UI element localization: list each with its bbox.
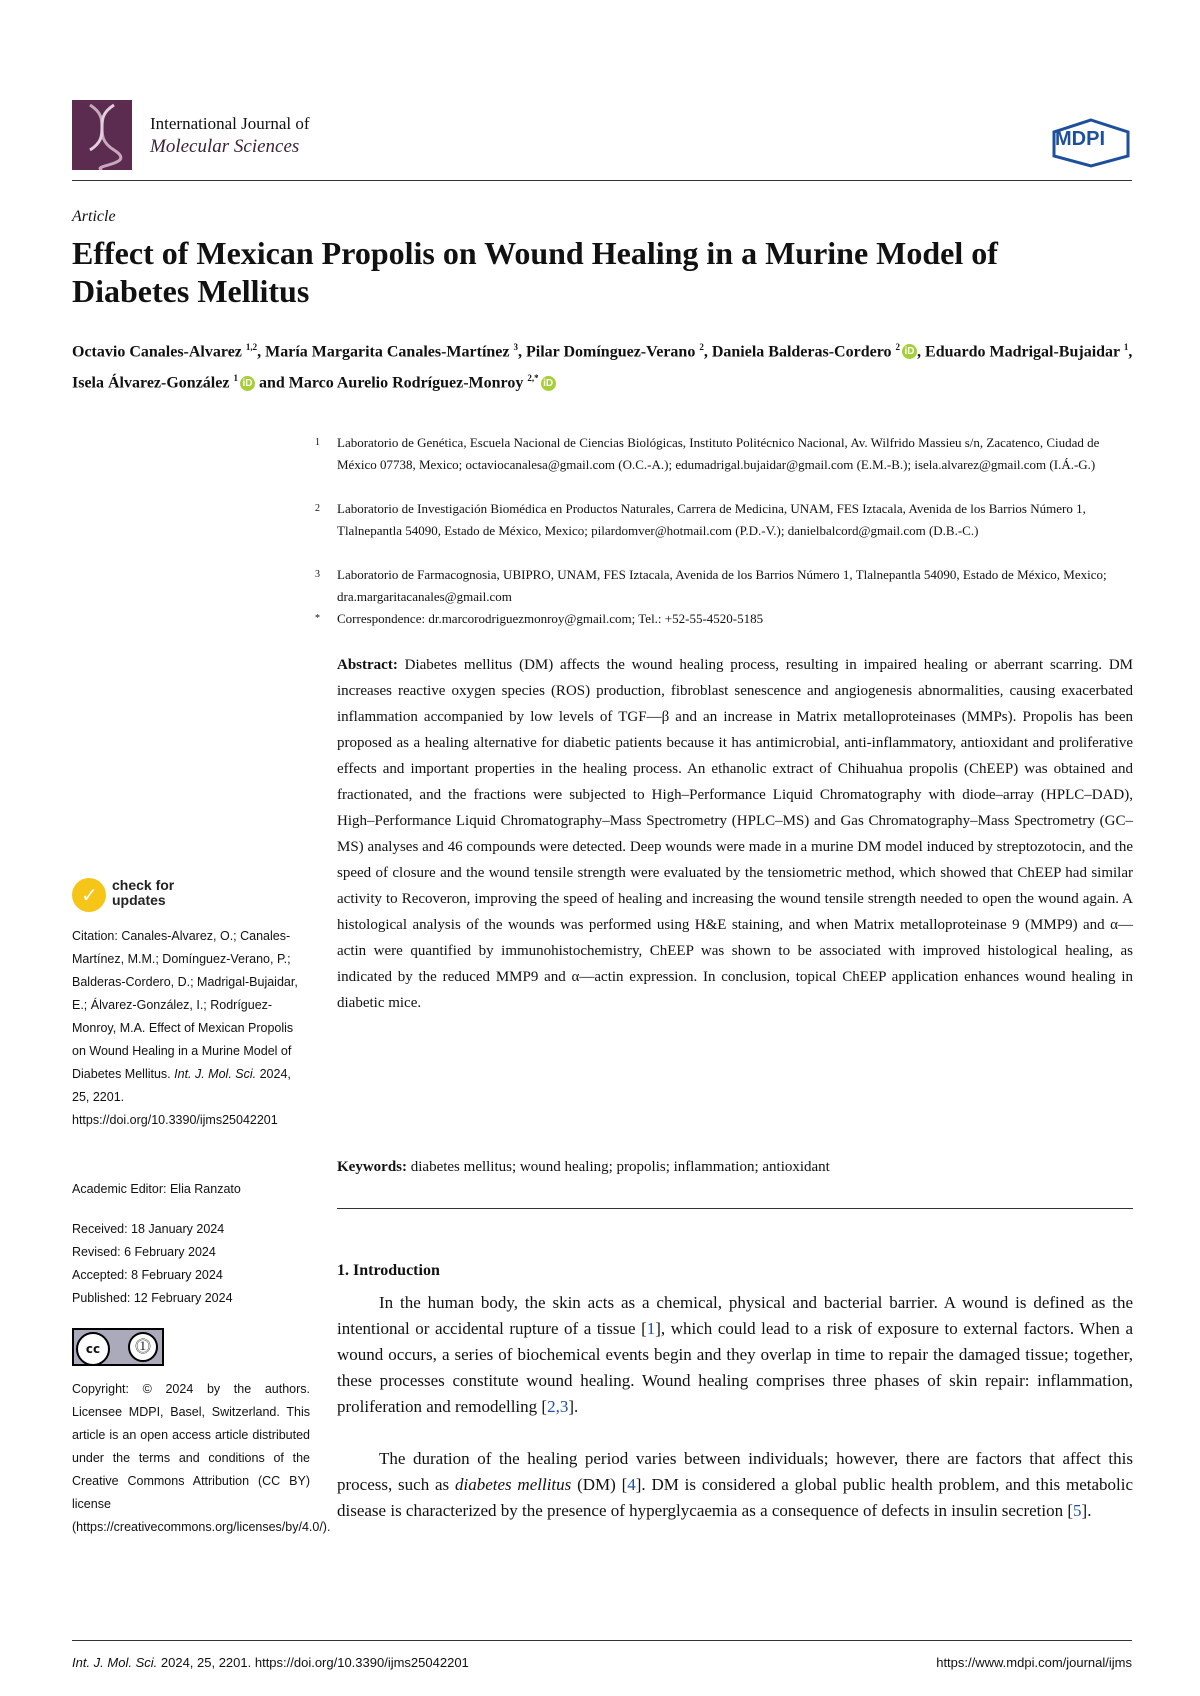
journal-name-line2: Molecular Sciences — [150, 136, 300, 157]
journal-logo — [72, 100, 132, 170]
check-icon: ✓ — [81, 883, 98, 907]
dna-icon — [72, 100, 132, 170]
affiliation-number: * — [315, 613, 320, 624]
affiliation-number: 1 — [315, 437, 320, 448]
text: ]. DM is considered a global public health problem, and this metabolic disease is characterized by the presence of hyperglycaemia as a consequence of defects in insulin secretion [ — [337, 1475, 1133, 1520]
citation-text: Citation: Canales-Alvarez, O.; Canales-Martínez, M.M.; Domínguez-Verano, P.; Balderas-Cordero, D.; Madrigal-Bujaidar, E.; Álvarez-González, I.; Rodríguez-Monroy, M.A. Effect of Mexican Propolis on Wound Healing in a Murine Model of Diabetes Mellitus. — [72, 929, 298, 1081]
footer-citation — [72, 1655, 469, 1670]
author-name: Octavio Canales-Alvarez — [72, 343, 242, 361]
author-name: Eduardo Madrigal-Bujaidar — [925, 343, 1120, 361]
affiliation-text: Laboratorio de Farmacognosia, UBIPRO, UNAM, FES Iztacala, Avenida de los Barrios Número 1, Tlalnepantla 54090, Estado de México, Mexico; dra.margaritacanales@gmail.com — [337, 567, 1107, 604]
text: ]. — [568, 1397, 579, 1416]
author-affiliation: 2 — [895, 342, 901, 352]
footer-journal: Int. J. Mol. Sci. — [72, 1655, 158, 1670]
affiliation-number: 3 — [315, 569, 320, 580]
intro-paragraph-1 — [337, 1290, 1133, 1420]
text: In the human body, the skin acts as a chemical, physical and bacterial barrier. A wound is defined as the intentional or accidental rupture of a tissue [ — [337, 1293, 1133, 1338]
footer-journal-url[interactable]: https://www.mdpi.com/journal/ijms — [936, 1655, 1132, 1670]
journal-name — [150, 112, 310, 158]
citation-doi[interactable]: 2024, 25, 2201. https://doi.org/10.3390/ijms25042201 — [72, 1067, 291, 1127]
date-revised: Revised: 6 February 2024 — [72, 1245, 216, 1259]
abstract-label: Abstract: — [337, 657, 398, 673]
text: diabetes mellitus — [454, 1475, 572, 1494]
orcid-icon[interactable]: iD — [902, 344, 917, 359]
text: The duration of the healing period varies between individuals; however, there are factors that affect this process, such as — [337, 1449, 1133, 1494]
affiliation-text: Correspondence: dr.marcorodriguezmonroy@gmail.com; Tel.: +52-55-4520-5185 — [337, 611, 764, 626]
check-for-updates-label[interactable]: check for updates — [112, 877, 175, 908]
date-accepted: Accepted: 8 February 2024 — [72, 1268, 223, 1282]
orcid-icon[interactable]: iD — [541, 376, 556, 391]
correspondence — [315, 608, 1137, 630]
author-name: Marco Aurelio Rodríguez-Monroy — [288, 374, 524, 392]
academic-editor: Academic Editor: Elia Ranzato — [72, 1182, 241, 1196]
author-affiliation: 3 — [513, 342, 518, 352]
section-heading: 1. Introduction — [337, 1262, 440, 1279]
footer-doi[interactable]: 2024, 25, 2201. https://doi.org/10.3390/ijms25042201 — [160, 1655, 469, 1670]
keywords — [337, 1155, 1133, 1179]
author-list: Octavio Canales-Alvarez $^{1,2}$, María Margarita Canales-Martínez $^3$, Pilar Domínguez-Verano $^2$, Daniela Balderas-Cordero $^2$ iD , Eduardo Madrigal-Bujaidar $^1$, Isela Álvarez-González $^1$ iD and Marco Aurelio Rodríguez-Monroy $^{2,*}$ iD — [72, 342, 1133, 392]
citation — [72, 925, 310, 1132]
article-type: Article — [72, 208, 116, 225]
affiliation-text: Laboratorio de Genética, Escuela Nacional de Ciencias Biológicas, Instituto Politécnico Nacional, Av. Wilfrido Massieu s/n, Zacatenco, Ciudad de México 07738, Mexico; octaviocanalesa@gmail.com (O.C.-A.); edumadrigal.bujaidar@gmail.com (E.M.-B.); isela.alvarez@gmail.com (I.Á.-G.) — [337, 435, 1100, 472]
journal-name-line1: International Journal of — [150, 114, 310, 133]
keywords-text: diabetes mellitus; wound healing; propolis; inflammation; antioxidant — [410, 1159, 830, 1175]
author-name: Daniela Balderas-Cordero — [711, 343, 892, 361]
author-affiliation: 1 — [233, 373, 238, 384]
citation-link[interactable]: 2,3 — [547, 1397, 569, 1416]
date-received: Received: 18 January 2024 — [72, 1222, 225, 1236]
citation-journal: Int. J. Mol. Sci. — [174, 1067, 257, 1081]
author-affiliation: 2 — [699, 342, 704, 352]
affiliation-number: 2 — [315, 503, 320, 514]
text: (DM) [ — [571, 1475, 628, 1494]
date-published: Published: 12 February 2024 — [72, 1291, 233, 1305]
citation-link[interactable]: 4 — [627, 1475, 636, 1494]
author-conjunction: and — [258, 374, 285, 392]
author-name: Isela Álvarez-González — [72, 374, 230, 392]
text: ], which could lead to a risk of exposure to external factors. When a wound occurs, a series of biochemical events begin and they overlap in time to repair the damaged tissue; together, these processes constitute wound healing. Wound healing comprises three phases of skin repair: inflammation, proliferation and remodelling [ — [337, 1319, 1133, 1416]
author-affiliation: 1,2 — [245, 342, 258, 352]
author-name: María Margarita Canales-Martínez — [265, 343, 510, 361]
keywords-label: Keywords: — [337, 1159, 407, 1175]
affiliation-1 — [315, 432, 1137, 476]
abstract-text: Diabetes mellitus (DM) affects the wound healing process, resulting in impaired healing or aberrant scarring. DM increases reactive oxygen species (ROS) production, fibroblast senescence and angiogenesis abnormalities, causing exacerbated inflammation accompanied by low levels of TGF—β and an increase in Matrix metalloproteinases (MMPs). Propolis has been proposed as a healing alternative for diabetic patients because it has antimicrobial, anti-inflammatory, antioxidant and proliferative effects and important properties in the healing process. An ethanolic extract of Chihuahua propolis (ChEEP) was obtained and fractionated, and the fractions were subjected to High–Performance Liquid Chromatography with diode–array (HPLC–DAD), High–Performance Liquid Chromatography–Mass Spectrometry (HPLC–MS) and Gas Chromatography–Mass Spectrometry (GC–MS) analyses and 46 compounds were detected. Deep wounds were made in a murine DM model induced by streptozotocin, and the speed of closure and the wound tensile strength were evaluated by the tensiometric method, which showed that ChEEP had similar activity to Recoveron, improving the speed of healing and increasing the wound tensile strength needed to open the wound again. A histological analysis of the wounds was performed using H&E staining, and when Matrix metalloproteinase 9 (MMP9) and α—actin were quantified by immunohistochemistry, ChEEP was shown to be associated with improved histological healing, as indicated by the reduced MMP9 and α—actin expression. In conclusion, topical ChEEP application enhances wound healing in diabetic mice. — [337, 657, 1133, 1011]
keywords-rule — [337, 1208, 1133, 1209]
affiliation-text: Laboratorio de Investigación Biomédica en Productos Naturales, Carrera de Medicina, UNAM, FES Iztacala, Avenida de los Barrios Número 1, Tlalnepantla 54090, Estado de México, Mexico; pilardomver@hotmail.com (P.D.-V.); danielbalcord@gmail.com (D.B.-C.) — [337, 501, 1086, 538]
article-title: Effect of Mexican Propolis on Wound Healing in a Murine Model of Diabetes Mellitus — [72, 235, 998, 309]
by-attribution-icon: ⓵ — [128, 1332, 158, 1362]
publisher-name: MDPI — [1055, 128, 1105, 150]
text: ]. — [1081, 1501, 1092, 1520]
header-rule — [72, 180, 1132, 181]
intro-paragraph-2 — [337, 1446, 1133, 1524]
copyright: Copyright: © 2024 by the authors. Licensee MDPI, Basel, Switzerland. This article is an open access article distributed under the terms and conditions of the Creative Commons Attribution (CC BY) license (https://creativecommons.org/licenses/by/4.0/). — [72, 1382, 331, 1534]
abstract — [337, 652, 1133, 1016]
orcid-icon[interactable]: iD — [240, 376, 255, 391]
author-affiliation: 1 — [1123, 342, 1129, 352]
citation-link[interactable]: 5 — [1073, 1501, 1082, 1520]
author-name: Pilar Domínguez-Verano — [526, 343, 696, 361]
cc-icon: cc — [76, 1332, 110, 1366]
affiliation-2 — [315, 498, 1137, 542]
author-affiliation: 2,* — [527, 373, 539, 384]
citation-link[interactable]: 1 — [646, 1319, 656, 1338]
affiliation-3 — [315, 564, 1137, 608]
footer-rule — [72, 1640, 1132, 1641]
